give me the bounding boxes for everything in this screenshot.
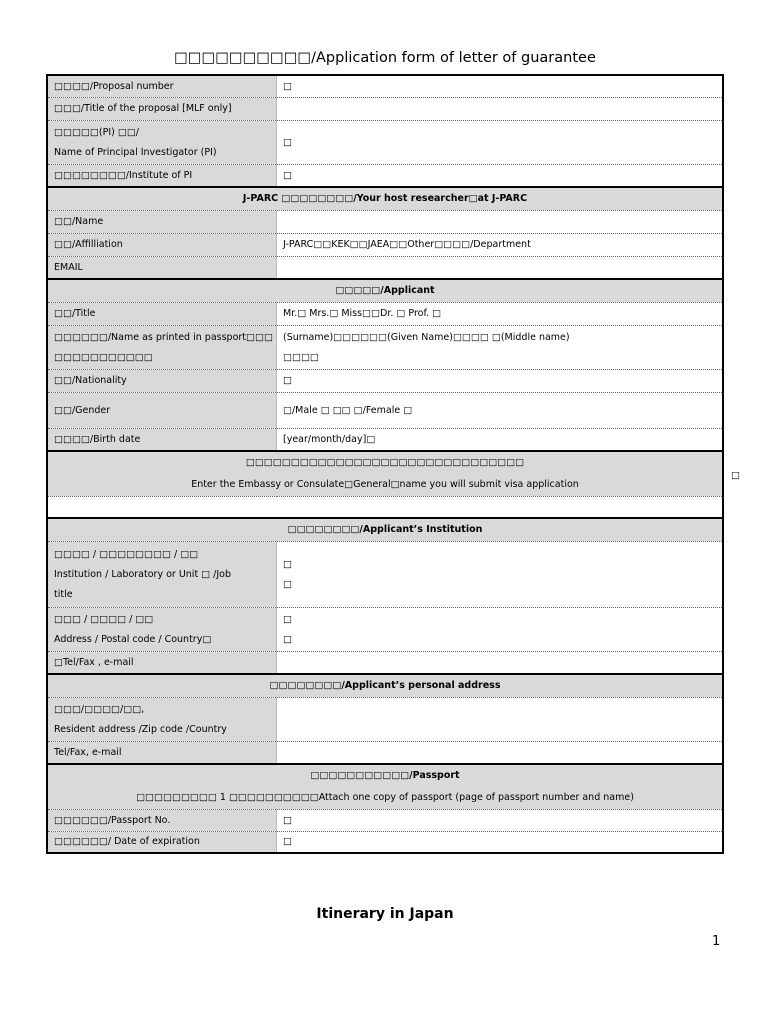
- applicant-name-label-line2: □□□□□□□□□□□: [54, 351, 153, 363]
- host-email-label: EMAIL: [47, 256, 277, 279]
- passport-header: [47, 764, 723, 786]
- passport-number-row: [47, 809, 723, 831]
- birth-date-label: □□□□/Birth date: [47, 428, 277, 451]
- page-number: 1: [712, 934, 721, 949]
- embassy-header-row: [47, 451, 723, 473]
- pi-institute-label: □□□□□□□□/Institute of PI: [47, 164, 277, 187]
- pi-name-label: [47, 120, 277, 164]
- resident-address-label: [47, 697, 277, 741]
- host-name-field[interactable]: [277, 210, 724, 233]
- applicant-name-format-line2: □□□□: [283, 351, 319, 363]
- passport-expiration-label: □□□□□□/ Date of expiration: [47, 831, 277, 853]
- resident-address-label-line1: □□□/□□□□/□□,: [54, 703, 145, 715]
- institution-address-label: [47, 607, 277, 651]
- personal-contact-row: [47, 741, 723, 764]
- resident-address-row: [47, 697, 723, 741]
- nationality-label: □□/Nationality: [47, 369, 277, 392]
- institution-address-field[interactable]: [277, 607, 724, 651]
- gender-options[interactable]: □/Male □ □□ □/Female □: [277, 392, 724, 428]
- personal-address-heading: □□□□□□□□/Applicant’s personal address: [47, 674, 723, 697]
- form-title: □□□□□□□□□□/Application form of letter of guarantee: [174, 50, 596, 66]
- resident-address-field[interactable]: [277, 697, 724, 741]
- host-researcher-header: [47, 187, 723, 210]
- applicant-title-label: □□/Title: [47, 302, 277, 325]
- host-affiliation-options[interactable]: J-PARC□□KEK□□JAEA□□Other□□□□/Department: [277, 233, 724, 256]
- host-email-row: [47, 256, 723, 279]
- embassy-instruction-en: Enter the Embassy or Consulate□General□name you will submit visa application: [47, 473, 723, 496]
- host-name-row: [47, 210, 723, 233]
- applicant-title-options[interactable]: Mr.□ Mrs.□ Miss□□Dr. □ Prof. □: [277, 302, 724, 325]
- pi-name-row: [47, 120, 723, 164]
- host-email-field[interactable]: [277, 256, 724, 279]
- applicant-header: [47, 279, 723, 302]
- proposal-title-row: [47, 97, 723, 120]
- embassy-instruction-row: [47, 473, 723, 496]
- host-researcher-heading: J-PARC □□□□□□□□/Your host researcher□at J-PARC: [47, 187, 723, 210]
- institution-field-line2: □: [283, 578, 292, 590]
- institution-header: [47, 518, 723, 541]
- proposal-title-field[interactable]: [277, 97, 724, 120]
- institution-address-field-line1: □: [283, 613, 292, 625]
- institution-address-label-line2: Address / Postal code / Country□: [54, 633, 212, 645]
- applicant-name-row: [47, 325, 723, 369]
- institution-address-field-line2: □: [283, 633, 292, 645]
- pi-name-field[interactable]: □: [277, 120, 724, 164]
- institution-contact-row: [47, 651, 723, 674]
- personal-contact-field[interactable]: [277, 741, 724, 764]
- applicant-heading: □□□□□/Applicant: [47, 279, 723, 302]
- resident-address-label-line2: Resident address /Zip code /Country: [54, 723, 227, 735]
- birth-date-field[interactable]: [year/month/day]□: [277, 428, 724, 451]
- passport-number-label: □□□□□□/Passport No.: [47, 809, 277, 831]
- nationality-row: [47, 369, 723, 392]
- institution-row: [47, 541, 723, 607]
- institution-address-label-line1: □□□ / □□□□ / □□: [54, 613, 154, 625]
- proposal-number-field[interactable]: □: [277, 75, 724, 97]
- proposal-title-label: □□□/Title of the proposal [MLF only]: [47, 97, 277, 120]
- embassy-instruction-jp: □□□□□□□□□□□□□□□□□□□□□□□□□□□□□□□: [47, 451, 723, 473]
- personal-address-header: [47, 674, 723, 697]
- passport-instruction-row: [47, 786, 723, 809]
- institution-field-line1: □: [283, 558, 292, 570]
- institution-contact-label: □Tel/Fax , e-mail: [47, 651, 277, 674]
- proposal-number-label: □□□□/Proposal number: [47, 75, 277, 97]
- passport-number-field[interactable]: □: [277, 809, 724, 831]
- host-affiliation-label: □□/Affilliation: [47, 233, 277, 256]
- institution-heading: □□□□□□□□/Applicant’s Institution: [47, 518, 723, 541]
- host-name-label: □□/Name: [47, 210, 277, 233]
- passport-expiration-field[interactable]: □: [277, 831, 724, 853]
- passport-instruction: □□□□□□□□□ 1 □□□□□□□□□□Attach one copy of passport (page of passport number and name): [47, 786, 723, 809]
- pi-institute-field[interactable]: □: [277, 164, 724, 187]
- pi-name-label-line1: □□□□□(PI) □□/: [54, 126, 139, 138]
- personal-contact-label: Tel/Fax, e-mail: [47, 741, 277, 764]
- proposal-number-row: [47, 75, 723, 97]
- institution-label-line3: title: [54, 588, 73, 600]
- institution-label: [47, 541, 277, 607]
- applicant-name-label-line1: □□□□□□/Name as printed in passport□□□: [54, 331, 273, 343]
- institution-contact-field[interactable]: [277, 651, 724, 674]
- applicant-name-field[interactable]: [277, 325, 724, 369]
- host-affiliation-row: [47, 233, 723, 256]
- itinerary-heading: Itinerary in Japan: [316, 906, 454, 922]
- gender-label: □□/Gender: [47, 392, 277, 428]
- institution-field[interactable]: [277, 541, 724, 607]
- embassy-field[interactable]: [47, 496, 723, 518]
- nationality-field[interactable]: □: [277, 369, 724, 392]
- gender-row: [47, 392, 723, 428]
- institution-address-row: [47, 607, 723, 651]
- institution-label-line1: □□□□ / □□□□□□□□ / □□: [54, 548, 199, 560]
- applicant-title-row: [47, 302, 723, 325]
- institution-label-line2: Institution / Laboratory or Unit □ /Job: [54, 568, 232, 580]
- embassy-entry-row: [47, 496, 723, 518]
- pi-name-label-line2: Name of Principal Investigator (PI): [54, 146, 217, 158]
- applicant-name-format-line1: (Surname)□□□□□□(Given Name)□□□□ □(Middle name): [283, 331, 570, 343]
- margin-glyph: □: [731, 470, 740, 481]
- passport-expiration-row: [47, 831, 723, 853]
- applicant-name-label: [47, 325, 277, 369]
- birth-date-row: [47, 428, 723, 451]
- guarantee-application-form: [46, 74, 724, 854]
- pi-institute-row: [47, 164, 723, 187]
- passport-heading: □□□□□□□□□□□/Passport: [47, 764, 723, 786]
